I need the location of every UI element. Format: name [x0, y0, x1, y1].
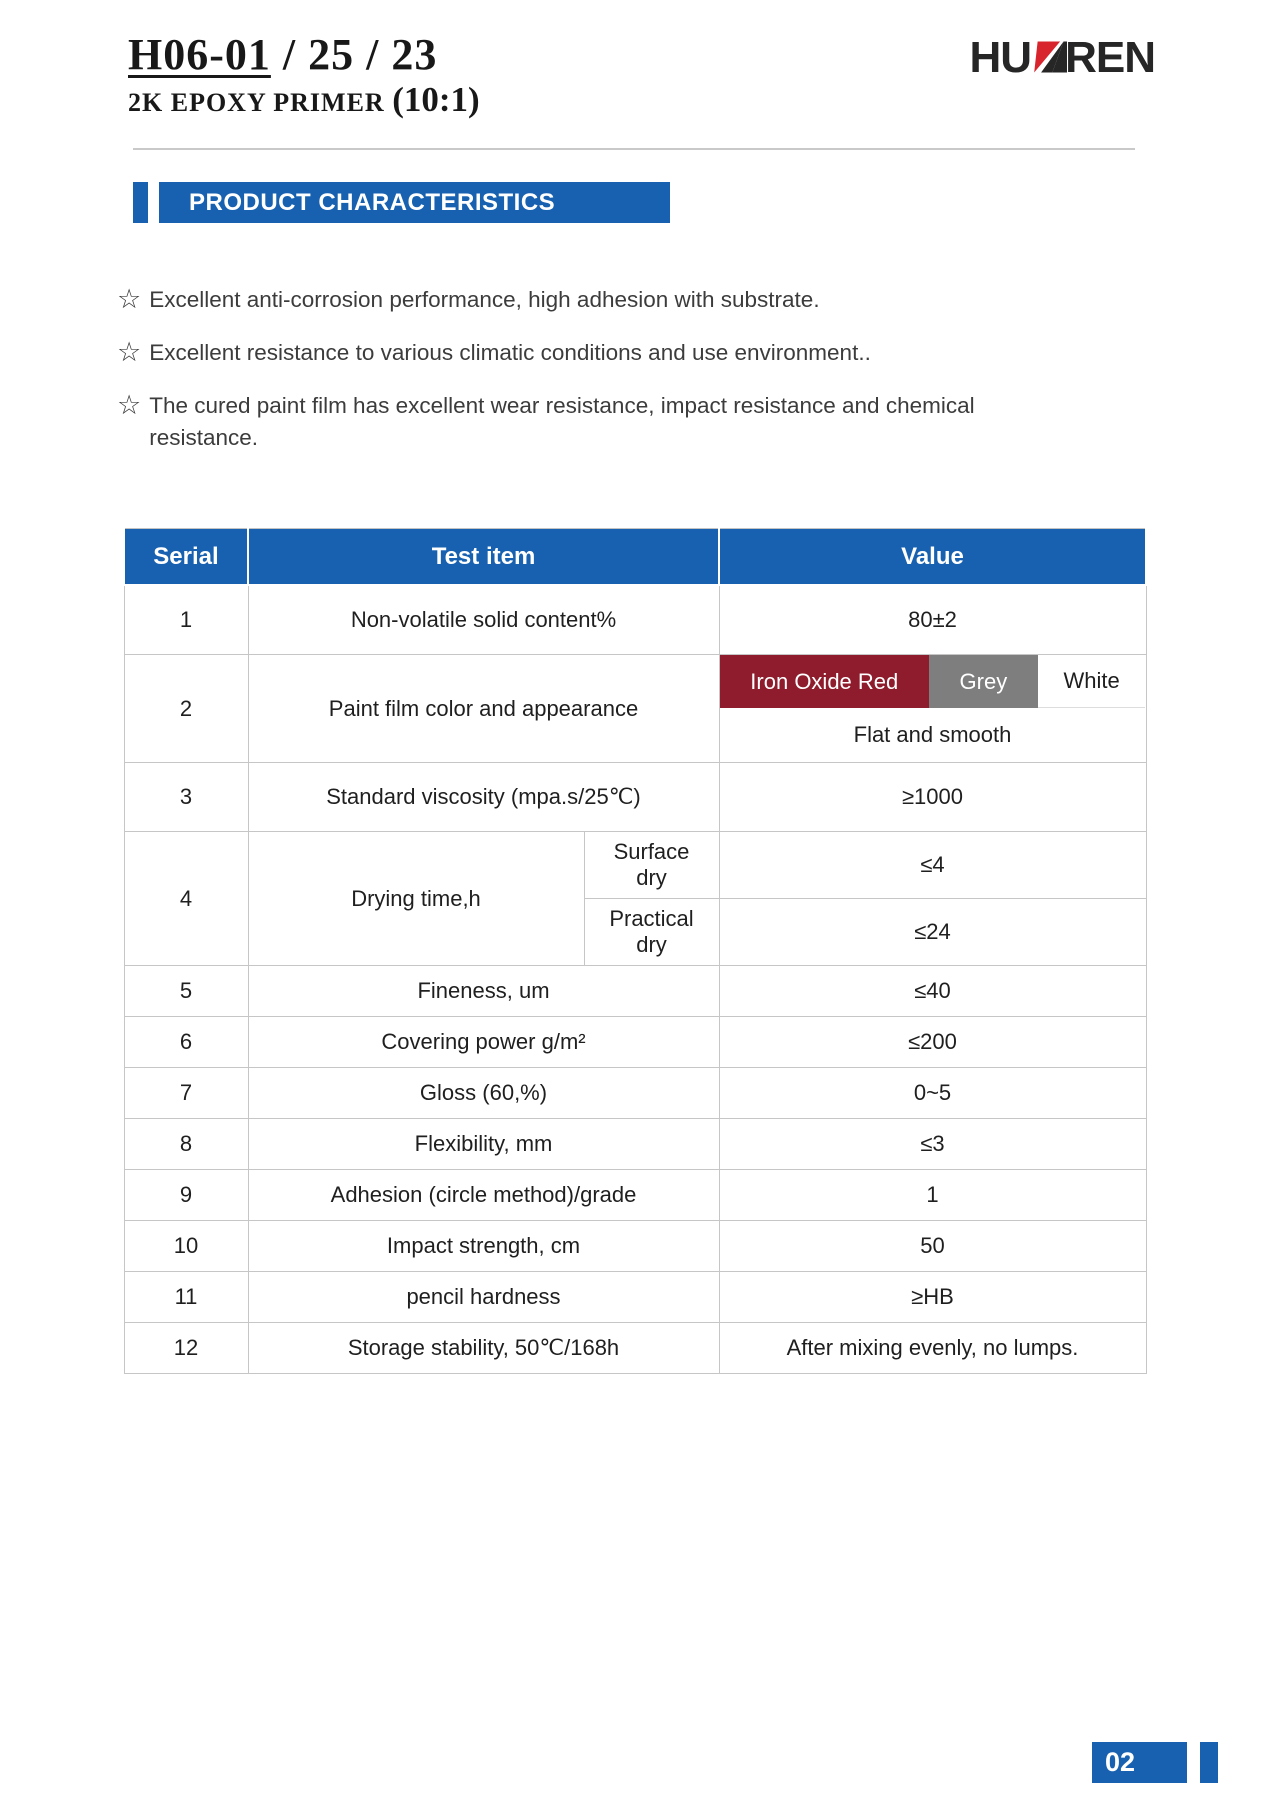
serial-cell: 12	[124, 1323, 248, 1374]
table-row	[124, 1017, 1146, 1068]
value-cell: 0~5	[719, 1068, 1146, 1119]
value-cell	[719, 655, 1146, 763]
product-code-title	[128, 30, 480, 80]
section-title-bar	[159, 182, 670, 223]
item-cell: Storage stability, 50℃/168h	[248, 1323, 719, 1374]
item-cell: Standard viscosity (mpa.s/25℃)	[248, 763, 719, 832]
feature-list	[117, 284, 1037, 475]
table-row	[124, 1221, 1146, 1272]
specification-table	[123, 528, 1147, 1374]
item-cell: Paint film color and appearance	[248, 655, 719, 763]
product-code-suffix: / 25 / 23	[270, 30, 438, 79]
logo-text-left: HU	[969, 33, 1032, 82]
serial-cell: 11	[124, 1272, 248, 1323]
serial-cell: 4	[124, 832, 248, 966]
value-cell: After mixing evenly, no lumps.	[719, 1323, 1146, 1374]
color-swatch-grey: Grey	[929, 655, 1038, 708]
feature-item	[117, 337, 1037, 369]
serial-cell: 6	[124, 1017, 248, 1068]
color-swatch-strip	[720, 655, 1146, 708]
value-cell: 1	[719, 1170, 1146, 1221]
table-row	[124, 585, 1146, 655]
value-cell: ≥1000	[719, 763, 1146, 832]
footer-accent-bar	[1200, 1742, 1218, 1783]
header-test-item: Test item	[248, 529, 719, 586]
value-cell: ≤40	[719, 966, 1146, 1017]
logo-text-right: REN	[1065, 33, 1155, 82]
item-cell: Gloss (60,%)	[248, 1068, 719, 1119]
table-row	[124, 763, 1146, 832]
header-value: Value	[719, 529, 1146, 586]
header-divider	[133, 148, 1135, 150]
item-cell: Drying time,h	[248, 832, 584, 966]
product-code: H06-01	[128, 30, 271, 79]
page-number: 02	[1105, 1747, 1136, 1777]
sub-item-label: Surface dry	[613, 839, 690, 890]
item-cell: Impact strength, cm	[248, 1221, 719, 1272]
sub-item-label: Practical dry	[609, 906, 694, 957]
mix-ratio: (10:1)	[392, 80, 480, 119]
serial-cell: 8	[124, 1119, 248, 1170]
value-cell: ≤4	[719, 832, 1146, 899]
table-row	[124, 1272, 1146, 1323]
item-cell: pencil hardness	[248, 1272, 719, 1323]
star-bullet-icon: ☆	[117, 337, 142, 367]
section-title: PRODUCT CHARACTERISTICS	[189, 189, 556, 216]
sub-item-cell	[584, 832, 719, 899]
document-title-block	[128, 30, 480, 123]
product-subtitle	[128, 80, 480, 123]
item-cell: Fineness, um	[248, 966, 719, 1017]
table-row	[124, 966, 1146, 1017]
value-cell: ≥HB	[719, 1272, 1146, 1323]
appearance-value: Flat and smooth	[853, 722, 1012, 747]
table-row	[124, 1323, 1146, 1374]
item-cell: Covering power g/m²	[248, 1017, 719, 1068]
table-row	[124, 655, 1146, 763]
feature-item	[117, 390, 1037, 454]
feature-text: The cured paint film has excellent wear resistance, impact resistance and chemical resistance.	[149, 393, 975, 450]
logo-stylized-a-icon	[1029, 38, 1067, 76]
page-number-badge	[1092, 1742, 1187, 1783]
section-header	[133, 182, 670, 223]
serial-cell: 9	[124, 1170, 248, 1221]
serial-cell: 3	[124, 763, 248, 832]
star-bullet-icon: ☆	[117, 284, 142, 314]
feature-text: Excellent anti-corrosion performance, high adhesion with substrate.	[149, 287, 820, 312]
star-bullet-icon: ☆	[117, 390, 142, 420]
table-row	[124, 1170, 1146, 1221]
table-row	[124, 832, 1146, 899]
product-name: 2K EPOXY PRIMER	[128, 88, 385, 117]
serial-cell: 1	[124, 585, 248, 655]
serial-cell: 5	[124, 966, 248, 1017]
value-cell: ≤200	[719, 1017, 1146, 1068]
serial-cell: 2	[124, 655, 248, 763]
serial-cell: 10	[124, 1221, 248, 1272]
item-cell: Flexibility, mm	[248, 1119, 719, 1170]
value-cell: ≤24	[719, 899, 1146, 966]
serial-cell: 7	[124, 1068, 248, 1119]
table-row	[124, 1068, 1146, 1119]
header-serial: Serial	[124, 529, 248, 586]
item-cell: Non-volatile solid content%	[248, 585, 719, 655]
color-swatch-white: White	[1038, 655, 1146, 708]
table-header-row	[124, 529, 1146, 586]
color-swatch-iron-oxide-red: Iron Oxide Red	[720, 655, 930, 708]
value-cell: 50	[719, 1221, 1146, 1272]
feature-text: Excellent resistance to various climatic conditions and use environment..	[149, 340, 871, 365]
table-row	[124, 1119, 1146, 1170]
item-cell: Adhesion (circle method)/grade	[248, 1170, 719, 1221]
feature-item	[117, 284, 1037, 316]
section-accent-bar	[133, 182, 148, 223]
value-cell: ≤3	[719, 1119, 1146, 1170]
value-cell: 80±2	[719, 585, 1146, 655]
brand-logo	[969, 33, 1155, 82]
sub-item-cell	[584, 899, 719, 966]
